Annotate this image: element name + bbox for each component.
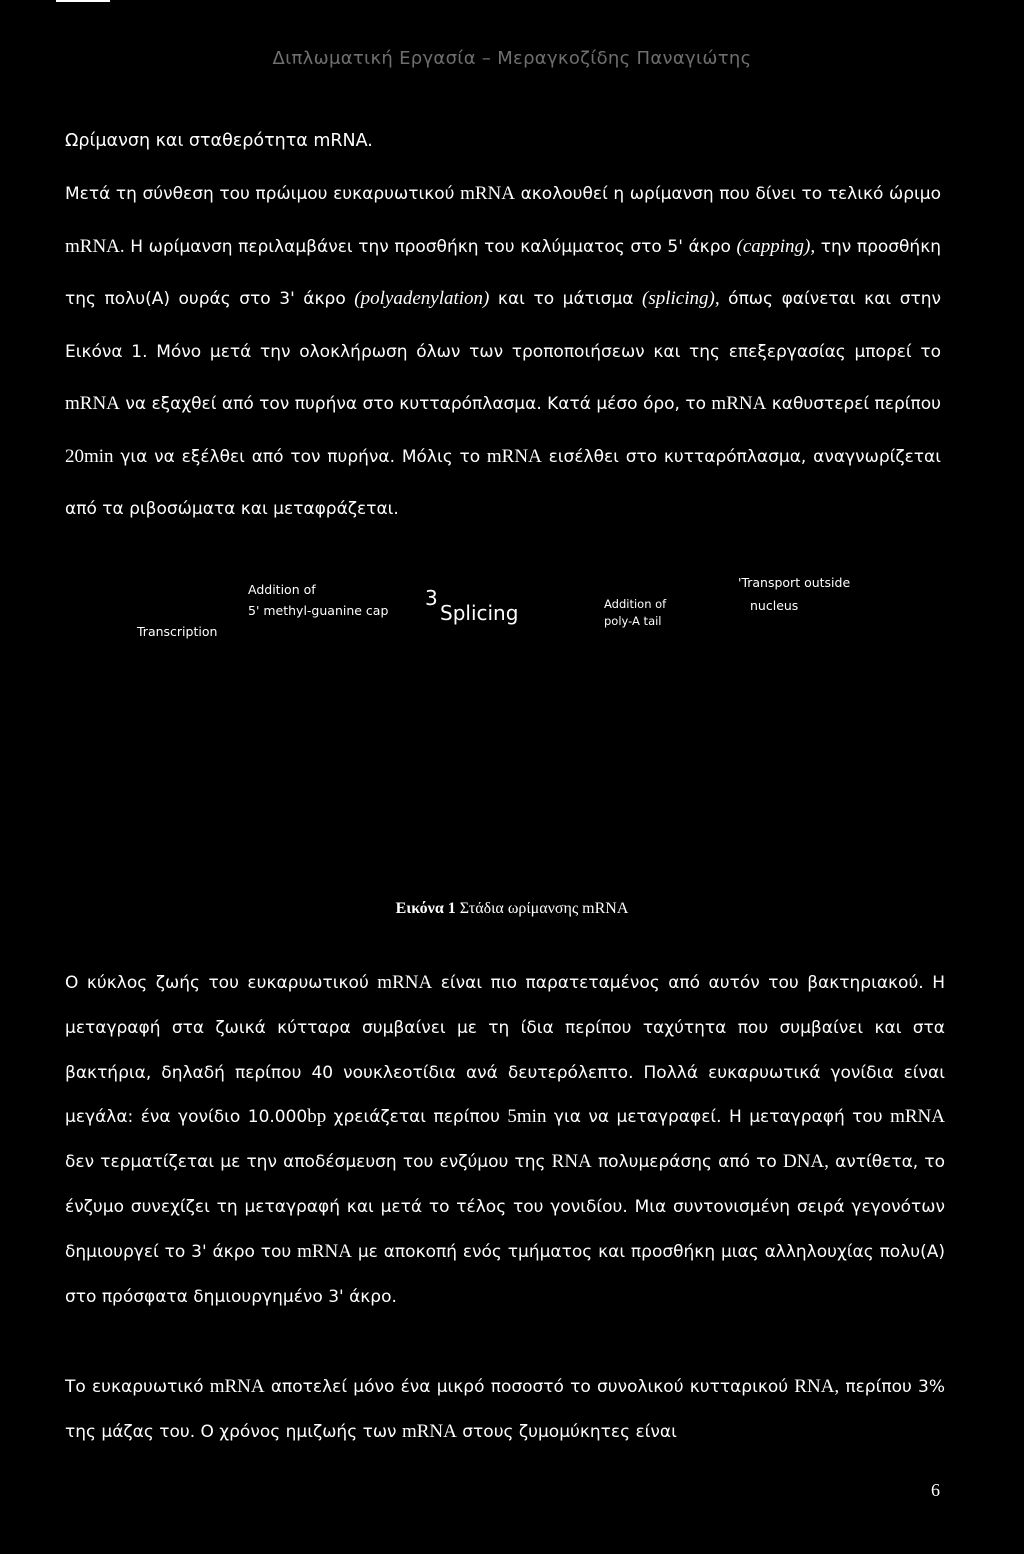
- figure-label-cap-line2: 5' methyl-guanine cap: [248, 603, 389, 618]
- figure-label-polya-line1: Addition of: [604, 597, 667, 611]
- paragraph-maturation: Μετά τη σύνθεση του πρώιμου ευκαρυωτικού mRNA ακολουθεί η ωρίμανση που δίνει το τελικό ώριμο mRNA. Η ωρίμανση περιλαμβάνει την προσθήκη του καλύμματος στο 5' άκρο (capping), την προσθήκη της πολυ(Α) ουράς στο 3' άκρο (polyadenylation) και το μάτισμα (splicing), όπως φαίνεται και στην Εικόνα 1. Μόνο μετά την ολοκλήρωση όλων των τροποποιήσεων και της επεξεργασίας μπορεί το mRNA να εξαχθεί από τον πυρήνα στο κυτταρόπλασμα. Κατά μέσο όρο, το mRNA καθυστερεί περίπου 20min για να εξέλθει από τον πυρήνα. Μόλις το mRNA εισέλθει στο κυτταρόπλασμα, αναγνωρίζεται από τα ριβοσώματα και μεταφράζεται.: [65, 183, 942, 519]
- figure-label-cap-line1: Addition of: [248, 582, 316, 597]
- page-number: 6: [931, 1480, 940, 1500]
- figure-label-splicing: Splicing: [440, 601, 519, 625]
- section-heading: Ωρίμανση και σταθερότητα mRNA.: [65, 131, 373, 151]
- figure-label-polya-line2: poly-A tail: [604, 614, 662, 628]
- paragraph-lifecycle: Ο κύκλος ζωής του ευκαρυωτικού mRNA είναι πιο παρατεταμένος από αυτόν του βακτηριακού. Η μεταγραφή στα ζωικά κύτταρα συμβαίνει με τη ίδια περίπου ταχύτητα που συμβαίνει και στα βακτήρια, δηλαδή περίπου 40 νουκλεοτίδια ανά δευτερόλεπτο. Πολλά ευκαρυωτικά γονίδια είναι μεγάλα: ένα γονίδιο 10.000bp χρειάζεται περίπου 5min για να μεταγραφεί. Η μεταγραφή του mRNA δεν τερματίζεται με την αποδέσμευση του ενζύμου της RNA πολυμεράσης από το DNA, αντίθετα, το ένζυμο συνεχίζει τη μεταγραφή και μετά το τέλος του γονιδίου. Μια συντονισμένη σειρά γεγονότων δημιουργεί το 3' άκρο του mRNA με αποκοπή ενός τμήματος και προσθήκη μιας αλληλουχίας πολυ(Α) στο πρόσφατα δημιουργημένο 3' άκρο.: [65, 972, 946, 1307]
- running-header: Διπλωματική Εργασία – Μεραγκοζίδης Παναγιώτης: [272, 48, 752, 69]
- figure-label-transcription: Transcription: [137, 624, 218, 639]
- figure-caption: Εικόνα 1 Στάδια ωρίμανσης mRNA: [395, 900, 629, 917]
- figure-step-number: 3: [425, 586, 438, 610]
- top-corner-rule: [56, 0, 110, 2]
- figure-label-transport-line1: 'Transport outside: [738, 575, 851, 590]
- figure-mrna-maturation: [0, 560, 1024, 880]
- figure-label-transport-line2: nucleus: [750, 598, 799, 613]
- paragraph-eukaryotic-rna: Το ευκαρυωτικό mRNA αποτελεί μόνο ένα μικρό ποσοστό το συνολικού κυτταρικού RNA, περίπου 3% της μάζας του. Ο χρόνος ημιζωής των mRNA στους ζυμομύκητες είναι: [65, 1376, 945, 1442]
